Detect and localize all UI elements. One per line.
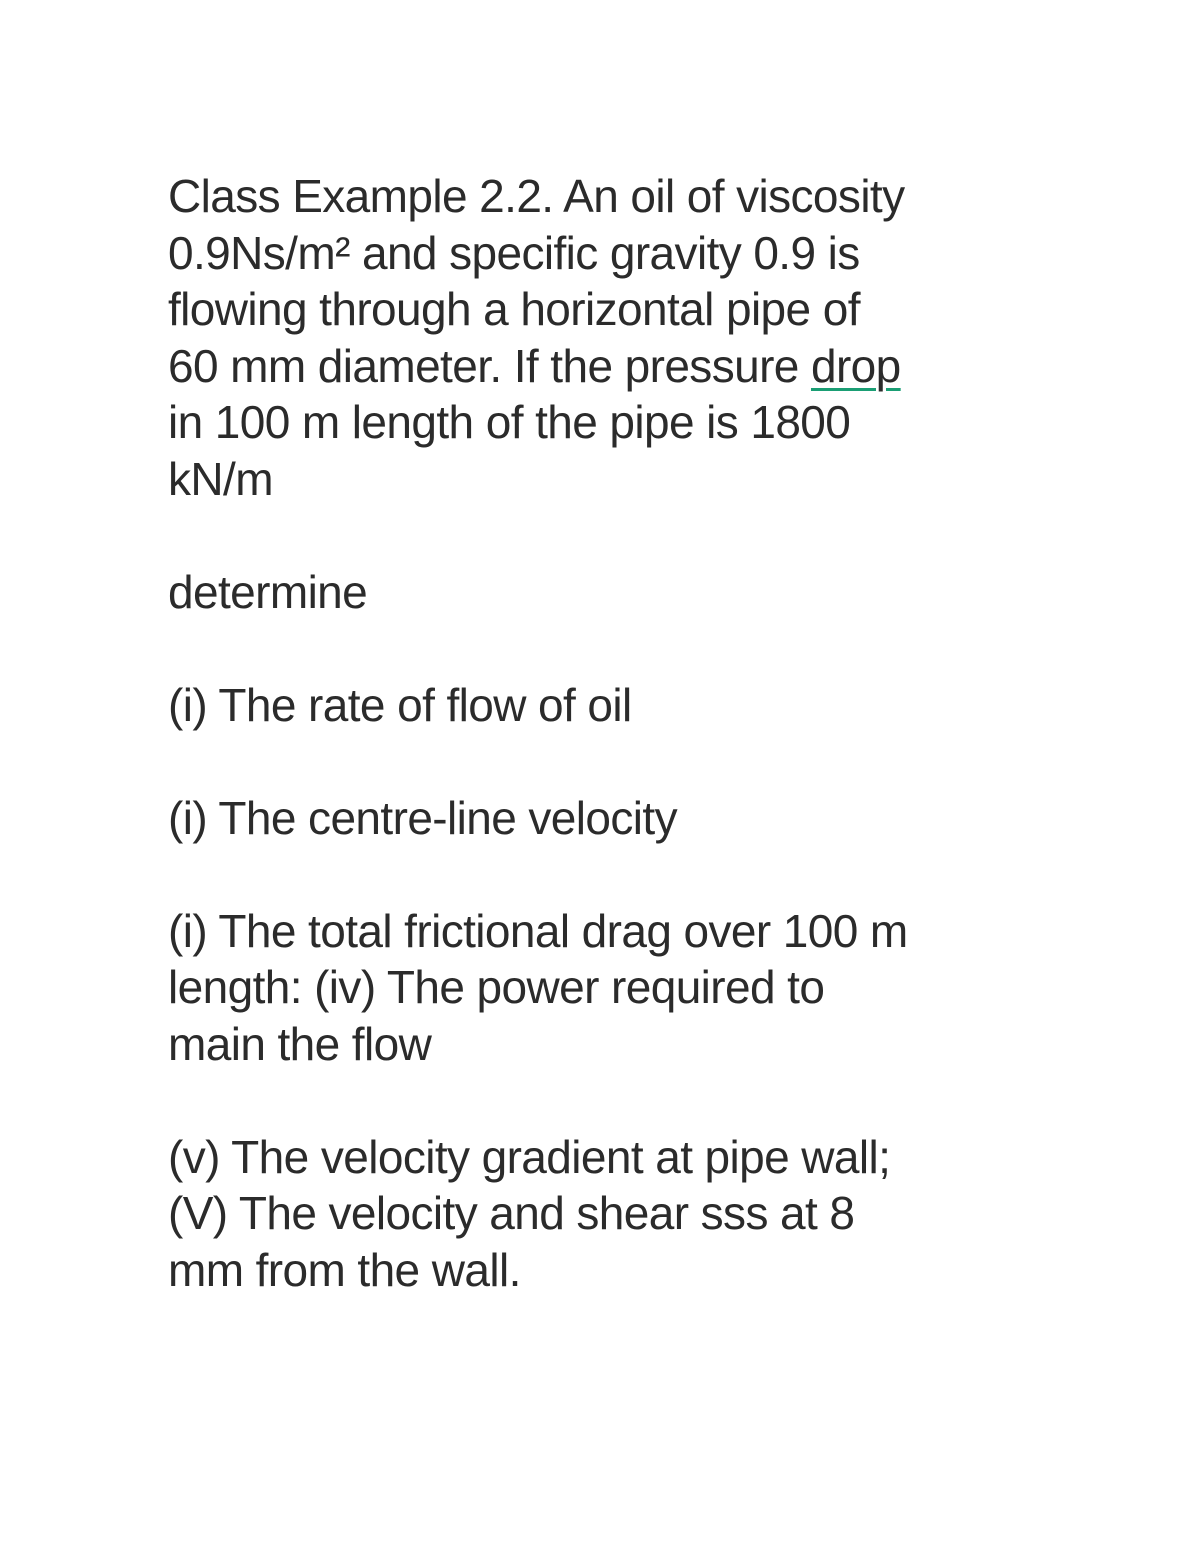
text-line: main the flow — [168, 1017, 432, 1070]
question-item — [168, 677, 998, 734]
text-line: (i) The rate of flow of oil — [168, 678, 632, 731]
problem-statement — [168, 168, 998, 507]
text-line: determine — [168, 565, 368, 618]
document-body — [168, 168, 998, 1355]
text-line: (v) The velocity gradient at pipe wall; — [168, 1130, 891, 1183]
determine-label — [168, 564, 998, 621]
question-item — [168, 903, 998, 1073]
spellcheck-marked-word[interactable]: drop — [810, 339, 901, 392]
text-line — [168, 338, 998, 395]
text-line: in 100 m length of the pipe is 1800 — [168, 396, 851, 448]
text-line: (V) The velocity and shear sss at 8 — [168, 1187, 855, 1239]
text-line: flowing through a horizontal pipe of — [168, 283, 860, 335]
text-fragment: 60 mm diameter. If the pressure — [168, 339, 811, 392]
text-line: Class Example 2.2. An oil of viscosity — [168, 170, 905, 222]
text-line: kN/m — [168, 452, 273, 505]
text-line: (i) The total frictional drag over 100 m — [168, 904, 908, 957]
question-item — [168, 790, 998, 847]
question-item — [168, 1129, 998, 1299]
text-line: mm from the wall. — [168, 1243, 521, 1296]
text-line: 0.9Ns/m² and specific gravity 0.9 is — [168, 226, 860, 279]
text-line: length: (iv) The power required to — [168, 961, 825, 1013]
text-line: (i) The centre-line velocity — [168, 791, 677, 844]
